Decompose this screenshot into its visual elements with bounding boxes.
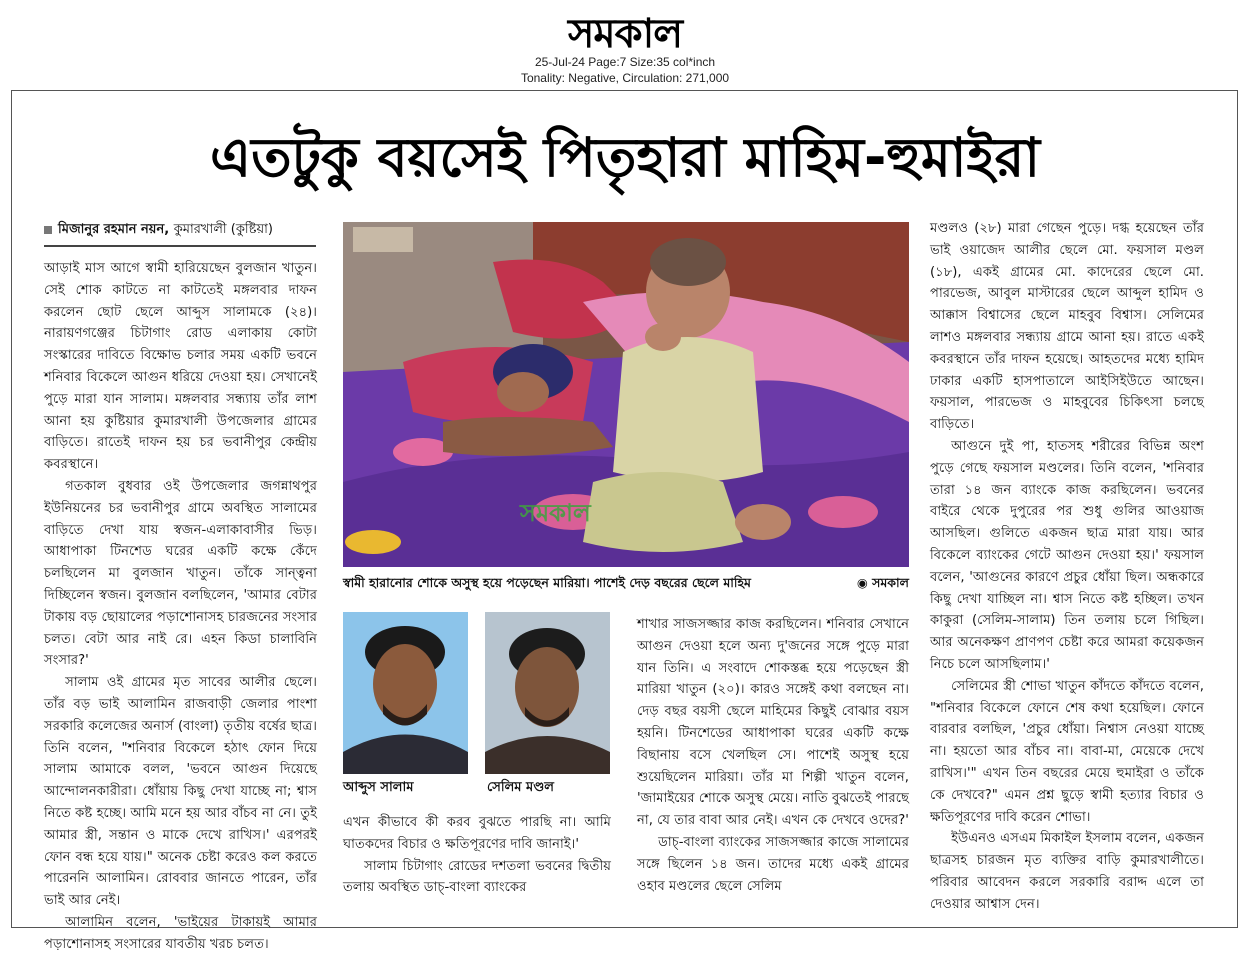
paragraph: ডাচ্-বাংলা ব্যাংকের সাজসজ্জার কাজে সালামের সঙ্গে ছিলেন ১৪ জন। তাদের মধ্যে একই গ্রামের ওহাব মণ্ডলের ছেলে সেলিম: [637, 834, 909, 894]
camera-icon: ◉: [856, 575, 873, 590]
article-column-3: [637, 614, 909, 902]
clipping-meta-line2: Tonality: Negative, Circulation: 271,000: [520, 71, 730, 85]
photo-credit: [857, 575, 909, 595]
masthead: [0, 0, 1250, 57]
paragraph: শাখার সাজসজ্জার কাজ করছিলেন। শনিবার সেখানে আগুন দেওয়া হলে অন্য দু'জনের সঙ্গে পুড়ে মারা যান তিনি। এ সংবাদে শোকস্তব্ধ হয়ে পড়েছেন স্ত্রী মারিয়া খাতুন (২০)। কারও সঙ্গেই কথা বলছেন না। দেড় বছর বয়সী ছেলে মাহিমের কিছুই বোঝার বয়স হয়নি। টিনশেডের আধাপাকা ঘরের একটি কক্ষে বিছানায় বসে খেলছিল সে। পাশেই অসুস্থ হয়ে শুয়েছিলেন মারিয়া। তাঁর মা শিল্পী খাতুন বলেন, 'জামাইয়ের শোকে অসুস্থ মেয়ে। নাতি বুঝতেই পারছে না, যে তার বাবা আর নেই। এখন কে দেখবে ওদের?': [637, 617, 909, 829]
paragraph: মণ্ডলও (২৮) মারা গেছেন পুড়ে। দগ্ধ হয়েছেন তাঁর ভাই ওয়াজেদ আলীর ছেলে মো. ফয়সাল মণ্ডল (১৮), একই গ্রামের মো. কাদেরের ছেলে মো. পারভেজ, আবুল মাস্টারের ছেলে আব্দুল হামিদ ও আক্কাস বিশ্বাসের ছেলে মাহবুব বিশ্বাস। সেলিমের লাশও মঙ্গলবার সন্ধ্যায় গ্রামে আনা হয়। রাতে একই কবরস্থানে তাঁর দাফন হয়েছে। আহতদের মধ্যে হামিদ ঢাকার একটি হাসপাতালে আইসিইউতে আছেন। ফয়সাল, পারভেজ ও মাহবুবের চিকিৎসা চলছে বাড়িতে।: [930, 221, 1204, 433]
paragraph: আলামিন বলেন, 'ভাইয়ের টাকায়ই আমার পড়াশোনাসহ সংসারের যাবতীয় খরচ চলত।: [44, 914, 317, 952]
byline-location: কুমারখালী (কুষ্টিয়া): [173, 222, 273, 237]
byline: [44, 220, 316, 247]
portrait-abdus-salam: [343, 612, 468, 774]
article-column-1: [44, 258, 317, 952]
portrait-image: [343, 612, 468, 774]
portrait-selim-mondol: [485, 612, 610, 774]
photo-mother-child: [343, 222, 909, 567]
photo-credit-text: সমকাল: [872, 575, 909, 590]
photo-caption-text: স্বামী হারানোর শোকে অসুস্থ হয়ে পড়েছেন মারিয়া। পাশেই দেড় বছরের ছেলে মাহিম: [343, 575, 751, 590]
paragraph: এখন কীভাবে কী করব বুঝতে পারছি না। আমি ঘাতকদের বিচার ও ক্ষতিপূরণের দাবি জানাই।': [343, 815, 611, 852]
byline-name: মিজানুর রহমান নয়ন,: [58, 222, 170, 237]
newspaper-logo: সমকাল: [567, 11, 683, 57]
photo-watermark: সমকাল: [520, 499, 591, 527]
paragraph: সালাম ওই গ্রামের মৃত সাবের আলীর ছেলে। তাঁর বড় ভাই আলামিন রাজবাড়ী জেলার পাংশা সরকারি কলেজের অনার্স (বাংলা) তৃতীয় বর্ষের ছাত্র। তিনি বলেন, "শনিবার বিকেলে হঠাৎ ফোন দিয়ে সালাম আমাকে বলল, 'ভবনে আগুন দিয়েছে আন্দোলনকারীরা। ধোঁয়ায় কিছু দেখা যাচ্ছে না; শ্বাস নিতে কষ্ট হচ্ছে। আমি মনে হয় আর বাঁচব না নে। তুই আমার স্ত্রী, সন্তান ও মাকে দেখে রাখিস।' এরপরই ফোন বন্ধ হয়ে যায়।" অনেক চেষ্টা করেও কল করতে পারেননি আলামিন। রোববার জানতে পারেন, তাঁর ভাই আর নেই।: [44, 675, 317, 909]
portrait-image: [485, 612, 610, 774]
photo-caption: [343, 575, 909, 595]
portrait-name-1: আব্দুস সালাম: [343, 780, 414, 795]
paragraph: আগুনে দুই পা, হাতসহ শরীরের বিভিন্ন অংশ পুড়ে গেছে ফয়সাল মণ্ডলের। তিনি বলেন, 'শনিবার তারা ১৪ জন ব্যাংকে কাজ করছিলেন। ভবনের বাইরে থেকে দুপুরের পর শুধু গুলির আওয়াজ আসছিল। গুলিতে একজন ছাত্র মারা যায়। আর বিকেলে ব্যাংকের গেটে আগুন দেওয়া হয়।' ফয়সাল বলেন, 'আগুনের কারণে প্রচুর ধোঁয়া ছিল। অন্ধকারে কিছু দেখা যাচ্ছিল না। শ্বাস নিতে কষ্ট হচ্ছিল। তখন কাকুরা (সেলিম-সালাম) তিন তলায় চলে গিছিল। আর অনেকক্ষণ প্রাণপণ চেষ্টা করে আমরা কয়েকজন নিচে চলে আসছিলাম।': [930, 438, 1204, 672]
paragraph: আড়াই মাস আগে স্বামী হারিয়েছেন বুলজান খাতুন। সেই শোক কাটতে না কাটতেই মঙ্গলবার দাফন করলেন ছোট ছেলে আব্দুস সালামকে (২৪)। নারায়ণগঞ্জের চিটাগাং রোড এলাকায় কোটা সংস্কারের দাবিতে বিক্ষোভ চলার সময় একটি ভবনে শনিবার বিকেলে আগুন ধরিয়ে দেওয়া হয়। সেখানেই পুড়ে মারা যান সালাম। মঙ্গলবার সন্ধ্যায় তাঁর লাশ আনা হয় কুষ্টিয়ার কুমারখালী উপজেলার গ্রামের বাড়িতে। রাতেই দাফন হয় চর ভবানীপুর কেন্দ্রীয় কবরস্থানে।: [44, 261, 317, 473]
article-column-2: [343, 812, 611, 902]
clipping-meta-line1: 25-Jul-24 Page:7 Size:35 col*inch: [534, 55, 716, 69]
portrait-name-2: সেলিম মণ্ডল: [487, 780, 554, 795]
paragraph: গতকাল বুধবার ওই উপজেলার জগন্নাথপুর ইউনিয়নের চর ভবানীপুর গ্রামে অবস্থিত সালামের বাড়িতে দেখা যায় স্বজন-এলাকাবাসীর ভিড়। আধাপাকা টিনশেড ঘরের একটি কক্ষে কেঁদে চলছিলেন মা বুলজান খাতুন। তাঁকে সান্ত্বনা দিচ্ছিলেন স্বজন। বুলজান বলছিলেন, 'আমার বেটার টাকায় বড় ছোয়ালের পড়াশোনাসহ চারজনের সংসার চলত। বেটা আর নাই রে। এহন কিডা চালাবিনি সংসার?': [44, 478, 317, 669]
paragraph: ইউএনও এসএম মিকাইল ইসলাম বলেন, একজন ছাত্রসহ চারজন মৃত ব্যক্তির বাড়ি কুমারখালীতে। পরিবার আবেদন করলে সরকারি বরাদ্দ এলে তা দেওয়ার আশ্বাস দেন।: [930, 831, 1204, 912]
byline-square-icon: [44, 226, 52, 234]
article-headline: এতটুকু বয়সেই পিতৃহারা মাহিম-হুমাইরা: [210, 126, 1040, 189]
paragraph: সালাম চিটাগাং রোডের দশতলা ভবনের দ্বিতীয় তলায় অবস্থিত ডাচ্-বাংলা ব্যাংকের: [343, 858, 611, 896]
paragraph: সেলিমের স্ত্রী শোভা খাতুন কাঁদতে কাঁদতে বলেন, "শনিবার বিকেলে ফোনে শেষ কথা হয়েছিল। ফোনে বারবার বলছিল, 'প্রচুর ধোঁয়া। নিশ্বাস নেওয়া যাচ্ছে না। হয়তো আর বাঁচব না। বাবা-মা, মেয়েকে দেখে রাখিস।'" এখন তিন বছরের মেয়ে হুমাইরা ও তাঁকে কে দেখবে?" এমন প্রশ্ন ছুড়ে স্বামী হত্যার বিচার ও ক্ষতিপূরণের দাবি করেন শোভা।: [930, 678, 1204, 825]
article-column-4: [930, 218, 1204, 912]
main-photo: [343, 222, 909, 567]
